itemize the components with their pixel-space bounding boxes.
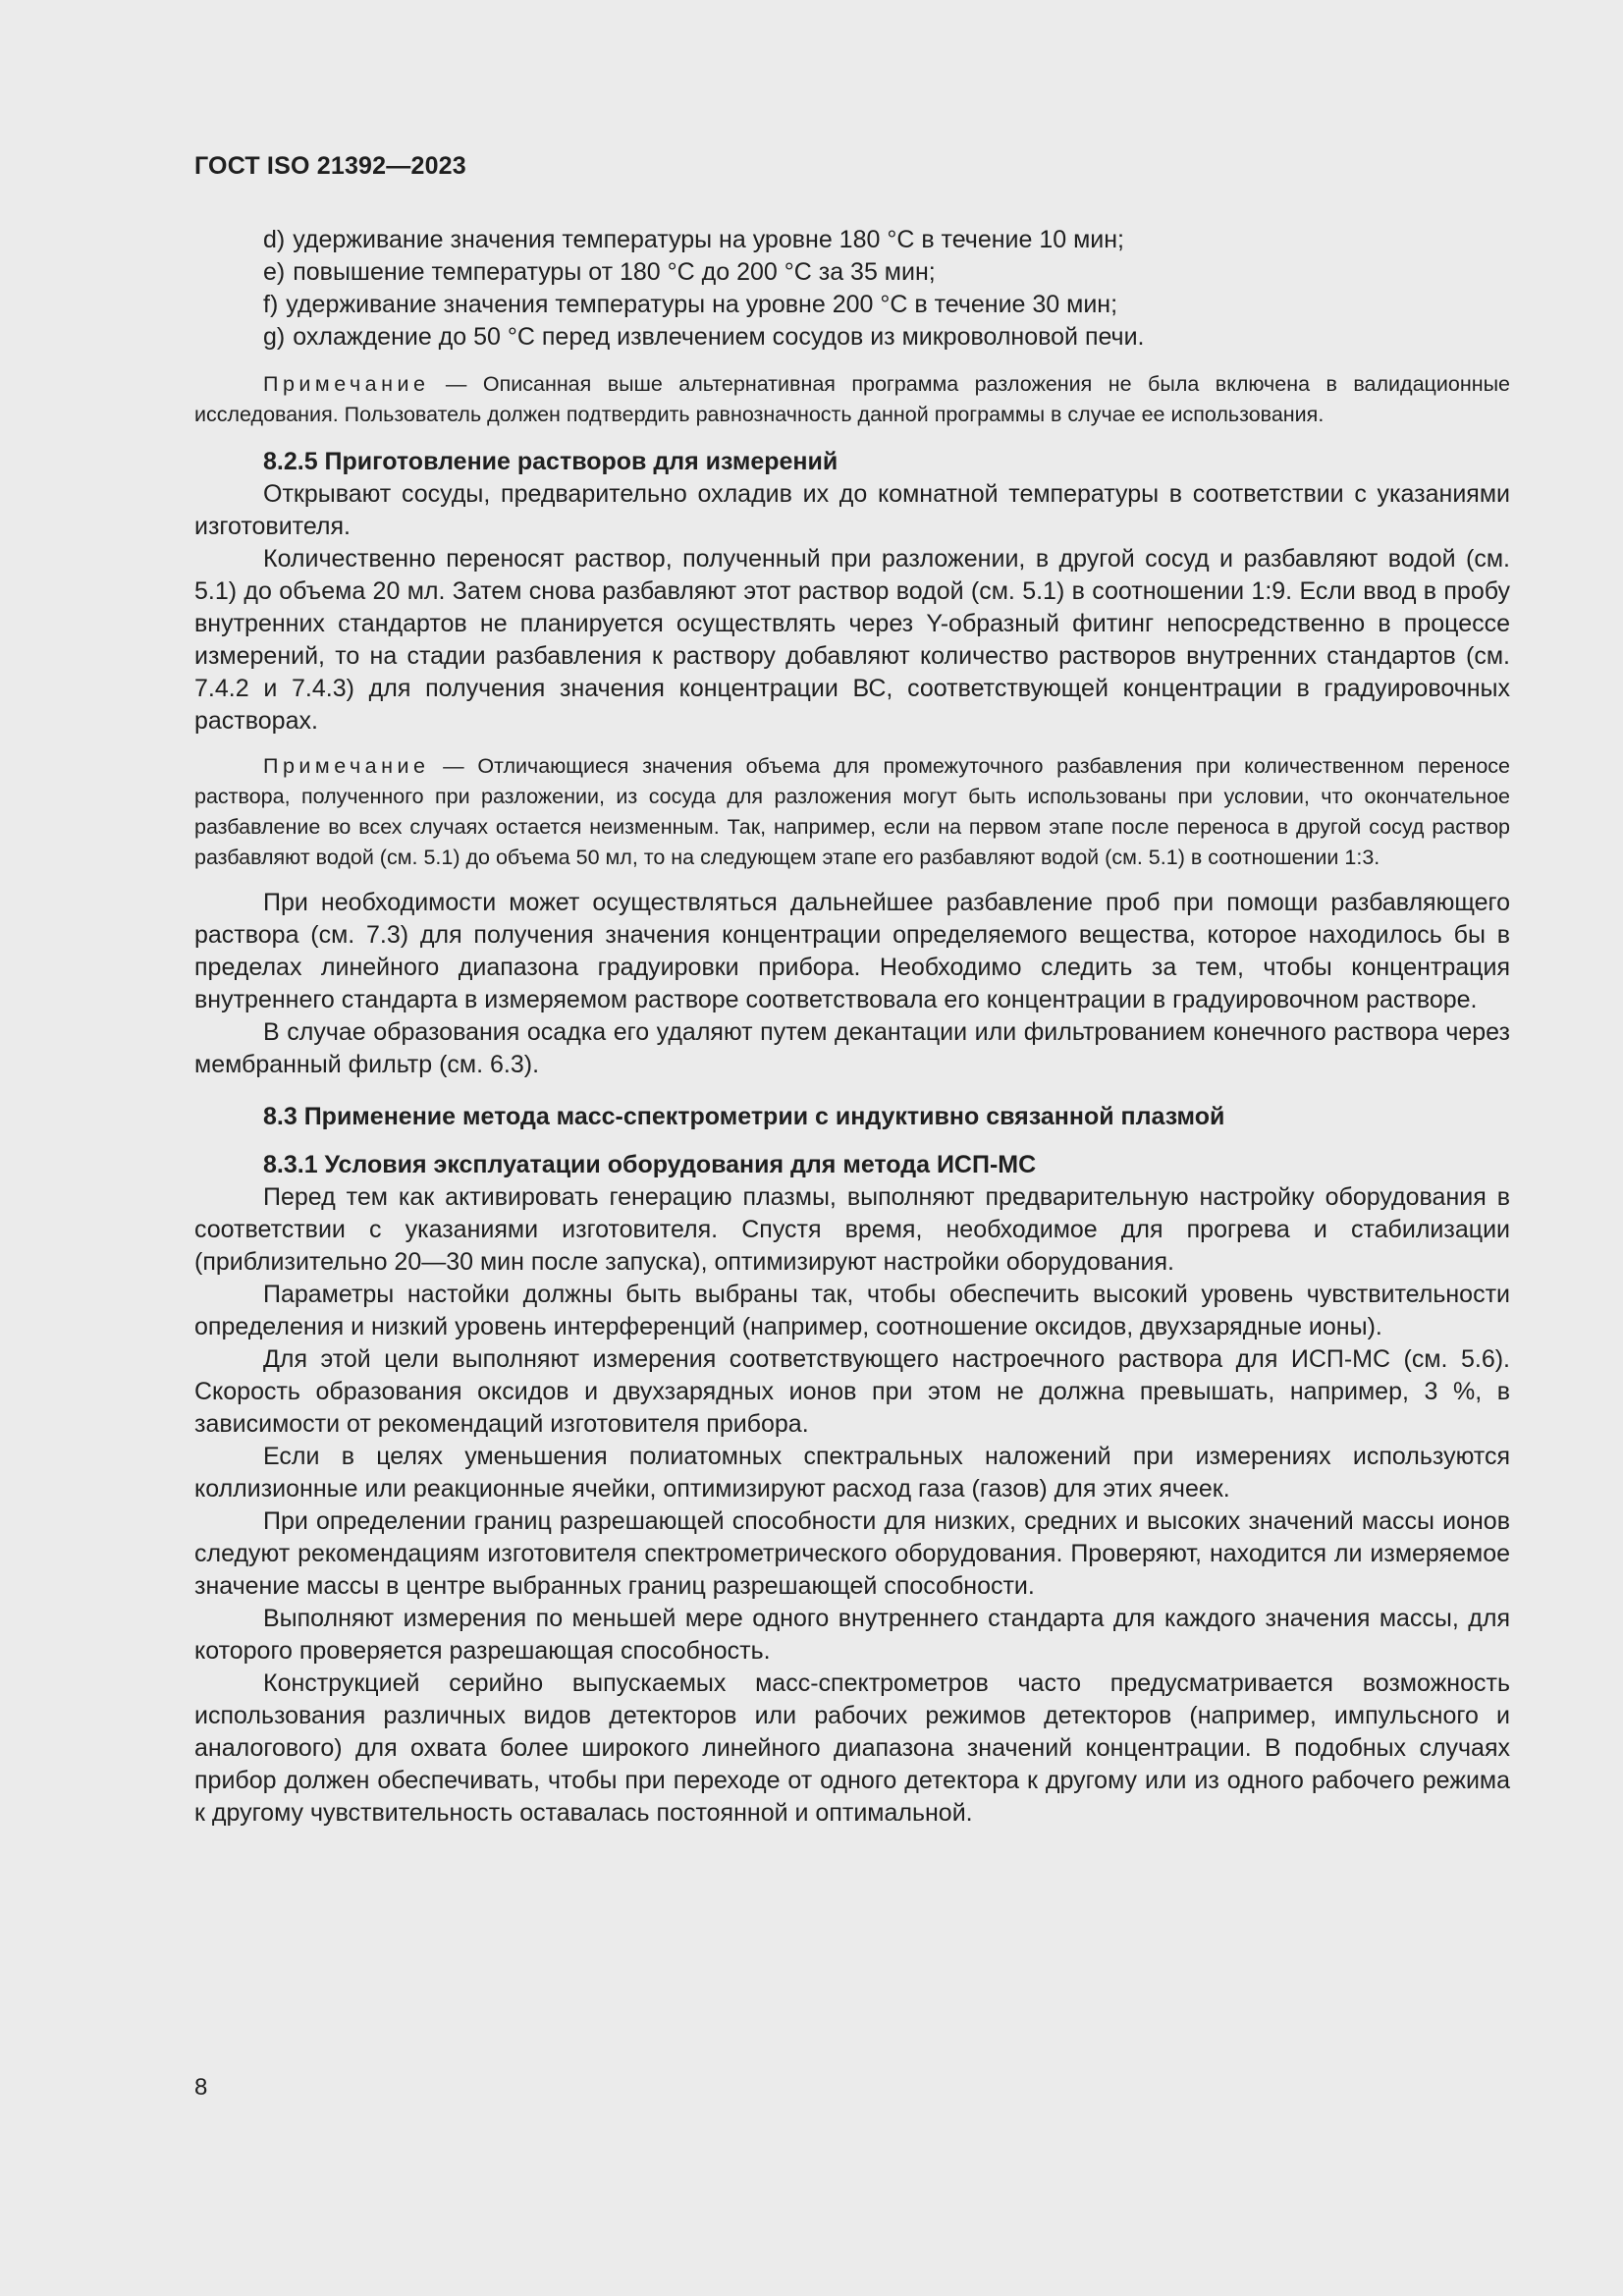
note-paragraph	[194, 369, 1510, 430]
paragraph: Конструкцией серийно выпускаемых масс-спектрометров часто предусматривается возможность использования различных видов детекторов или рабочих режимов детекторов (например, импульсного и аналогового) для охвата более широкого линейного диапазона значений концентрации. В подобных случаях прибор должен обеспечивать, чтобы при переходе от одного детектора к другому или из одного рабочего режима к другому чувствительность оставалась постоянной и оптимальной.	[194, 1669, 1510, 1827]
list-text: повышение температуры от 180 °С до 200 °С за 35 мин;	[293, 258, 936, 286]
paragraph: Открывают сосуды, предварительно охладив их до комнатной температуры в соответствии с указаниями изготовителя.	[194, 480, 1510, 540]
list-item-g	[194, 321, 1510, 354]
list-text: охлаждение до 50 °С перед извлечением сосудов из микроволновой печи.	[293, 323, 1145, 351]
note-label: Примечание	[263, 372, 430, 396]
list-item-d	[194, 224, 1510, 256]
paragraph: При необходимости может осуществляться дальнейшее разбавление проб при помощи разбавляющего раствора (см. 7.3) для получения значения концентрации определяемого вещества, которое находилось бы в пределах линейного диапазона градуировки прибора. Необходимо следить за тем, чтобы концентрация внутреннего стандарта в измеряемом растворе соответствовала его концентрации в градуировочном растворе.	[194, 889, 1510, 1013]
section-heading-8-2-5: 8.2.5 Приготовление растворов для измерений	[263, 448, 839, 475]
note-text: — Описанная выше альтернативная программа разложения не была включена в валидационные исследования. Пользователь должен подтвердить равнозначность данной программы в случае ее использования.	[194, 372, 1510, 426]
list-text: удерживание значения температуры на уровне 180 °С в течение 10 мин;	[293, 226, 1124, 253]
paragraph: Количественно переносят раствор, полученный при разложении, в другой сосуд и разбавляют водой (см. 5.1) до объема 20 мл. Затем снова разбавляют этот раствор водой (см. 5.1) в соотношении 1:9. Если ввод в пробу внутренних стандартов не планируется осуществлять через Y-образный фитинг непосредственно в процессе измерений, то на стадии разбавления к раствору добавляют количество растворов внутренних стандартов (см. 7.4.2 и 7.4.3) для получения значения концентрации ВС, соответствующей концентрации в градуировочных растворах.	[194, 545, 1510, 735]
paragraph: Для этой цели выполняют измерения соответствующего настроечного раствора для ИСП-МС (см. 5.6). Скорость образования оксидов и двухзарядных ионов при этом не должна превышать, например, 3 %, в зависимости от рекомендаций изготовителя прибора.	[194, 1345, 1510, 1438]
list-item-e	[194, 256, 1510, 289]
list-marker: d)	[263, 226, 286, 253]
document-body	[194, 224, 1510, 1830]
paragraph: Если в целях уменьшения полиатомных спектральных наложений при измерениях используются коллизионные или реакционные ячейки, оптимизируют расход газа (газов) для этих ячеек.	[194, 1443, 1510, 1503]
paragraph: В случае образования осадка его удаляют путем декантации или фильтрованием конечного раствора через мембранный фильтр (см. 6.3).	[194, 1018, 1510, 1078]
paragraph: Выполняют измерения по меньшей мере одного внутреннего стандарта для каждого значения массы, для которого проверяется разрешающая способность.	[194, 1605, 1510, 1665]
note-label: Примечание	[263, 754, 430, 778]
list-item-f	[194, 289, 1510, 321]
document-header: ГОСТ ISO 21392—2023	[194, 152, 466, 180]
paragraph: При определении границ разрешающей способности для низких, средних и высоких значений массы ионов следуют рекомендациям изготовителя спектрометрического оборудования. Проверяют, находится ли измеряемое значение массы в центре выбранных границ разрешающей способности.	[194, 1507, 1510, 1600]
section-heading-8-3: 8.3 Применение метода масс-спектрометрии с индуктивно связанной плазмой	[263, 1103, 1225, 1130]
list-marker: g)	[263, 323, 286, 351]
list-text: удерживание значения температуры на уровне 200 °С в течение 30 мин;	[286, 291, 1118, 318]
paragraph: Перед тем как активировать генерацию плазмы, выполняют предварительную настройку оборудования в соответствии с указаниями изготовителя. Спустя время, необходимое для прогрева и стабилизации (приблизительно 20—30 мин после запуска), оптимизируют настройки оборудования.	[194, 1183, 1510, 1276]
list-marker: f)	[263, 291, 279, 318]
note-text: — Отличающиеся значения объема для промежуточного разбавления при количественном переносе раствора, полученного при разложении, из сосуда для разложения могут быть использованы при условии, что окончательное разбавление во всех случаях остается неизменным. Так, например, если на первом этапе после переноса в другой сосуд раствор разбавляют водой (см. 5.1) до объема 50 мл, то на следующем этапе его разбавляют водой (см. 5.1) в соотношении 1:3.	[194, 754, 1510, 869]
section-heading-8-3-1: 8.3.1 Условия эксплуатации оборудования для метода ИСП-МС	[263, 1151, 1037, 1178]
note-paragraph	[194, 751, 1510, 873]
paragraph: Параметры настойки должны быть выбраны так, чтобы обеспечить высокий уровень чувствительности определения и низкий уровень интерференций (например, соотношение оксидов, двухзарядные ионы).	[194, 1281, 1510, 1340]
list-marker: e)	[263, 258, 286, 286]
page-number: 8	[194, 2074, 208, 2101]
